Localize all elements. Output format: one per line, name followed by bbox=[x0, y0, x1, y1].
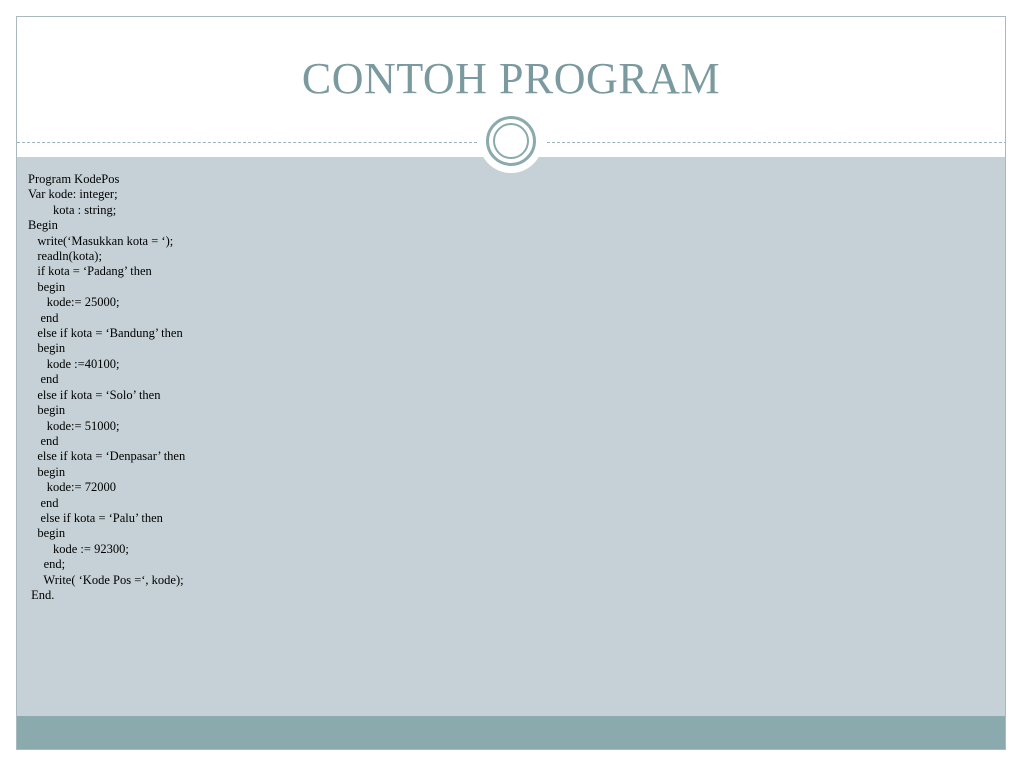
code-line: Write( ‘Kode Pos =‘, kode); bbox=[28, 572, 184, 587]
code-line: end bbox=[28, 372, 59, 387]
code-line: if kota = ‘Padang’ then bbox=[28, 264, 152, 279]
code-line: end bbox=[28, 310, 59, 325]
divider-left bbox=[17, 142, 477, 143]
code-line: Begin bbox=[28, 218, 58, 233]
code-line: end; bbox=[28, 557, 66, 572]
code-listing bbox=[28, 172, 185, 603]
code-line: else if kota = ‘Denpasar’ then bbox=[28, 449, 186, 464]
code-line: else if kota = ‘Solo’ then bbox=[28, 387, 161, 402]
code-line: End. bbox=[28, 587, 55, 602]
code-line: else if kota = ‘Palu’ then bbox=[28, 510, 163, 525]
code-line: end bbox=[28, 433, 59, 448]
code-line: kode := 92300; bbox=[28, 541, 129, 556]
code-line: kode:= 72000 bbox=[28, 480, 116, 495]
medallion-inner-ring bbox=[493, 123, 529, 159]
code-line: begin bbox=[28, 403, 66, 418]
code-line: begin bbox=[28, 464, 66, 479]
code-line: begin bbox=[28, 526, 66, 541]
code-line: readln(kota); bbox=[28, 249, 102, 264]
code-line: kode:= 51000; bbox=[28, 418, 120, 433]
code-line: kota : string; bbox=[28, 202, 117, 217]
code-line: Var kode: integer; bbox=[28, 187, 118, 202]
code-line: kode :=40100; bbox=[28, 356, 120, 371]
code-line: begin bbox=[28, 279, 66, 294]
slide-title: CONTOH PROGRAM bbox=[301, 54, 721, 103]
code-line: kode:= 25000; bbox=[28, 295, 120, 310]
footer-band bbox=[17, 716, 1005, 750]
code-line: end bbox=[28, 495, 59, 510]
code-line: else if kota = ‘Bandung’ then bbox=[28, 326, 183, 341]
code-line: begin bbox=[28, 341, 66, 356]
code-line: write(‘Masukkan kota = ‘); bbox=[28, 233, 174, 248]
code-line: Program KodePos bbox=[28, 172, 120, 186]
divider-right bbox=[547, 142, 1006, 143]
